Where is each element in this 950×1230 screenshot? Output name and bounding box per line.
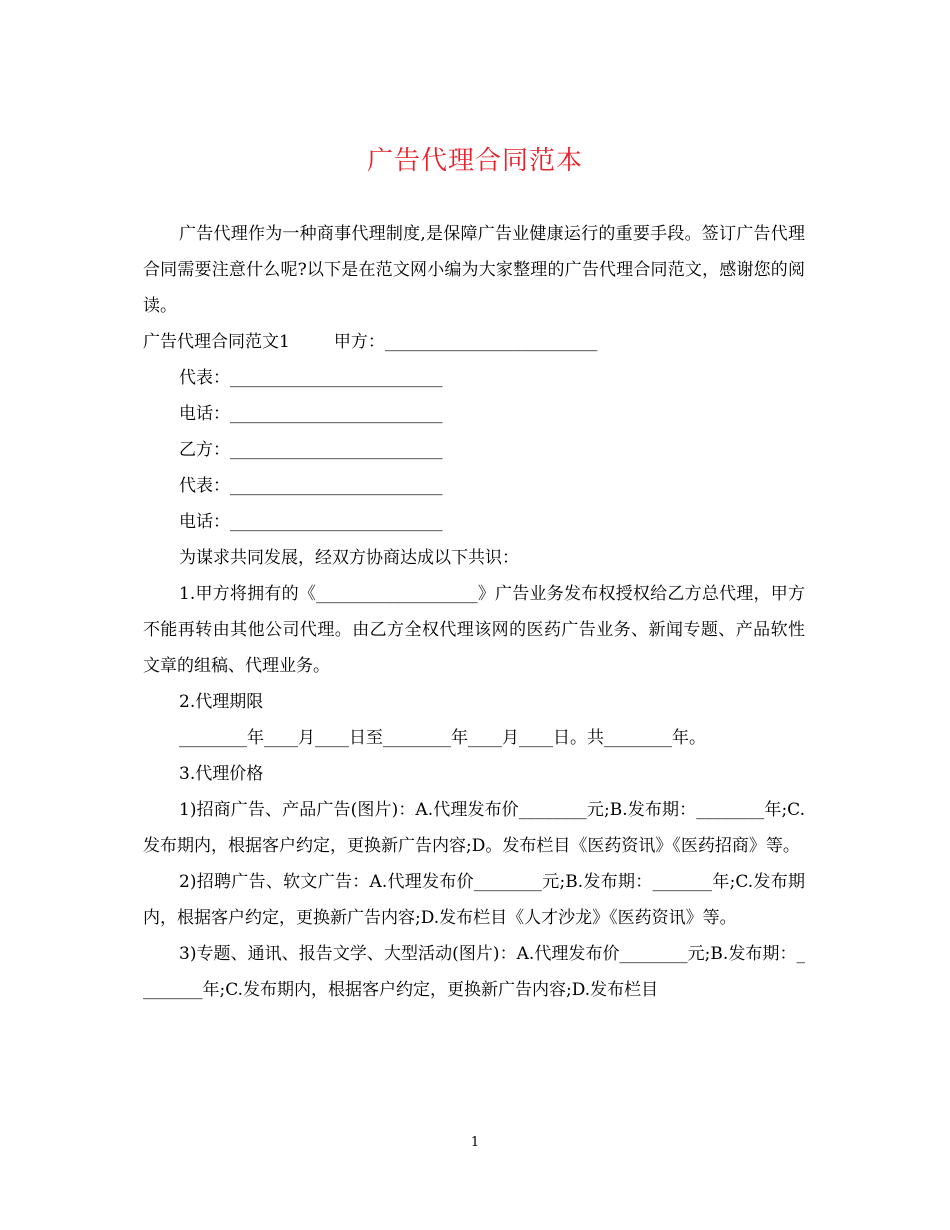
representative-field-2: 代表：_________________________ bbox=[179, 476, 443, 496]
phone-field-2: 电话：_________________________ bbox=[179, 512, 443, 532]
price-item-3: 3)专题、通讯、报告文学、大型活动(图片)：A.代理发布价________元;B.发布期：________年;C.发布期内，根据客户约定，更换新广告内容;D.发布栏目 bbox=[143, 944, 805, 1000]
phone-field-1: 电话：_________________________ bbox=[179, 404, 443, 424]
consensus-paragraph: 为谋求共同发展，经双方协商达成以下共识： bbox=[179, 548, 519, 568]
sample-heading-row bbox=[143, 324, 805, 360]
party-a-field: 甲方：_________________________ bbox=[333, 332, 598, 352]
clause-1-paragraph: 1.甲方将拥有的《___________________》广告业务发布权授权给乙方总代理，甲方不能再转由其他公司代理。由乙方全权代理该网的医药广告业务、新闻专题、产品软性文章的组稿、代理业务。 bbox=[143, 584, 805, 676]
document-title: 广告代理合同范本 bbox=[366, 146, 583, 176]
intro-paragraph: 广告代理作为一种商事代理制度,是保障广告业健康运行的重要手段。签订广告代理合同需要注意什么呢?以下是在范文网小编为大家整理的广告代理合同范文，感谢您的阅读。 bbox=[143, 224, 805, 316]
clause-2-period: ________年____月____日至________年____月____日。共________年。 bbox=[179, 728, 706, 748]
document-body bbox=[143, 216, 805, 1008]
page-number: 1 bbox=[470, 1135, 480, 1150]
sample-heading: 广告代理合同范文1 bbox=[143, 332, 290, 352]
party-b-field: 乙方：_________________________ bbox=[179, 440, 443, 460]
price-item-2: 2)招聘广告、软文广告：A.代理发布价________元;B.发布期：_______年;C.发布期内，根据客户约定，更换新广告内容;D.发布栏目《人才沙龙》《医药资讯》等。 bbox=[143, 872, 805, 928]
clause-2-title: 2.代理期限 bbox=[179, 692, 264, 712]
clause-3-title: 3.代理价格 bbox=[179, 764, 264, 784]
price-item-1: 1)招商广告、产品广告(图片)：A.代理发布价________元;B.发布期：________年;C.发布期内，根据客户约定，更换新广告内容;D。发布栏目《医药资讯》《医药招商》等。 bbox=[143, 800, 805, 856]
representative-field-1: 代表：_________________________ bbox=[179, 368, 443, 388]
